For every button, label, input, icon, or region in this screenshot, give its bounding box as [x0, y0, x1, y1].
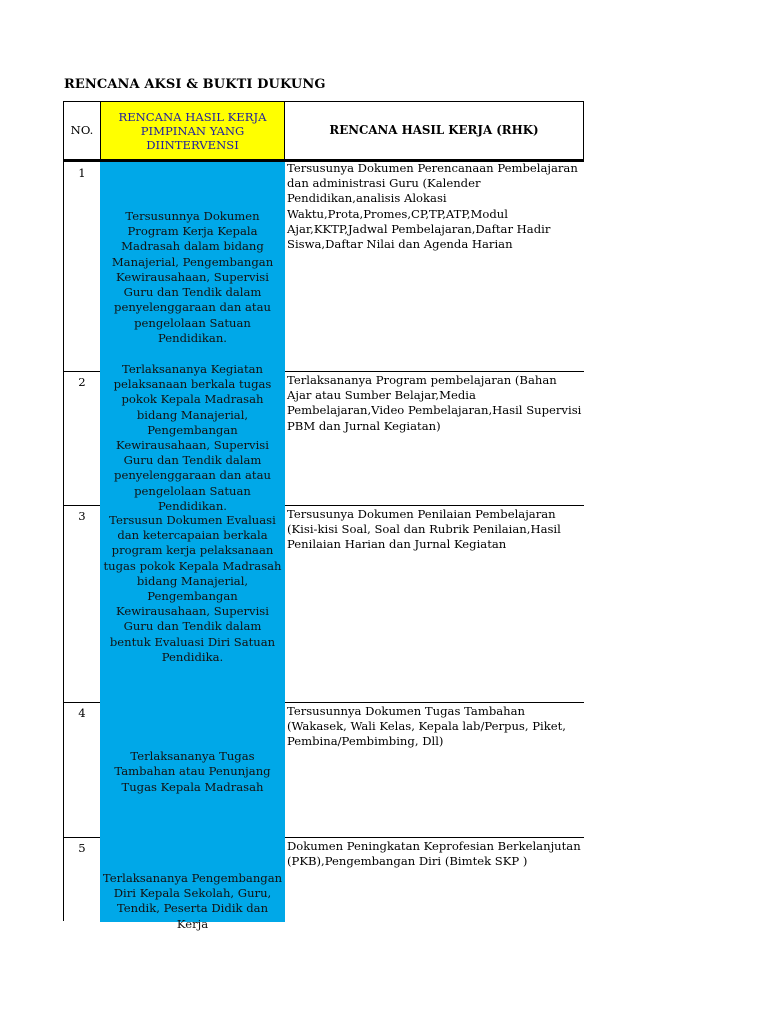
row-5-rhk: Dokumen Peningkatan Keprofesian Berkelanjutan (PKB),Pengembangan Diri (Bimtek SKP ) [285, 837, 584, 921]
row-5-no: 5 [63, 837, 100, 921]
row-2-no: 2 [63, 371, 100, 505]
row-3-rhk: Tersusunya Dokumen Penilaian Pembelajaran (Kisi-kisi Soal, Soal dan Rubrik Penilaian,Hasil Penilaian Harian dan Jurnal Kegiatan [285, 505, 584, 702]
header-no: NO. [63, 101, 100, 160]
row-3-pimpinan: Tersusun Dokumen Evaluasi dan ketercapaian berkala program kerja pelaksanaan tugas pokok Kepala Madrasah bidang Manajerial, Pengembangan Kewirausahaan, Supervisi Guru dan Tendik dalam bentuk Evaluasi Diri Satuan Pendidika. [103, 512, 282, 664]
action-plan-table [63, 101, 585, 931]
document-title: RENCANA AKSI & BUKTI DUKUNG [64, 77, 326, 92]
row-4-no: 4 [63, 702, 100, 837]
row-3-no: 3 [63, 505, 100, 702]
row-4-pimpinan: Terlaksananya Tugas Tambahan atau Penunjang Tugas Kepala Madrasah [114, 749, 271, 794]
row-1-rhk: Tersusunya Dokumen Perencanaan Pembelajaran dan administrasi Guru (Kalender Pendidikan,analisis Alokasi Waktu,Prota,Promes,CP,TP,ATP,Modul Ajar,KKTP,Jadwal Pembelajaran,Daftar Hadir Siswa,Daftar Nilai dan Agenda Harian [287, 161, 578, 252]
row-1-pimpinan: Tersusunnya Dokumen Program Kerja Kepala Madrasah dalam bidang Manajerial, Pengembangan Kewirausahaan, Supervisi Guru dan Tendik dalam penyelenggaraan dan atau pengelolaan Satuan Pendidikan. [111, 209, 274, 345]
header-rhk: RENCANA HASIL KERJA (RHK) [285, 101, 584, 160]
header-pimpinan: RENCANA HASIL KERJA PIMPINAN YANG DIINTERVENSI [100, 101, 285, 160]
row-2-pimpinan: Terlaksananya Kegiatan pelaksanaan berkala tugas pokok Kepala Madrasah bidang Manajerial, Pengembangan Kewirausahaan, Supervisi Guru dan Tendik dalam penyelenggaraan dan atau pengelolaan Satuan Pendidikan. [113, 361, 272, 513]
row-4-rhk: Tersusunnya Dokumen Tugas Tambahan (Wakasek, Wali Kelas, Kepala lab/Perpus, Piket, Pembina/Pembimbing, Dll) [285, 702, 584, 837]
row-2-rhk: Terlaksananya Program pembelajaran (Bahan Ajar atau Sumber Belajar,Media Pembelajaran,Video Pembelajaran,Hasil Supervisi PBM dan Jurnal Kegiatan) [285, 371, 584, 505]
row-1-no: 1 [63, 162, 100, 371]
row-5-pimpinan: Terlaksananya Pengembangan Diri Kepala Sekolah, Guru, Tendik, Peserta Didik dan Kerja [102, 871, 283, 931]
